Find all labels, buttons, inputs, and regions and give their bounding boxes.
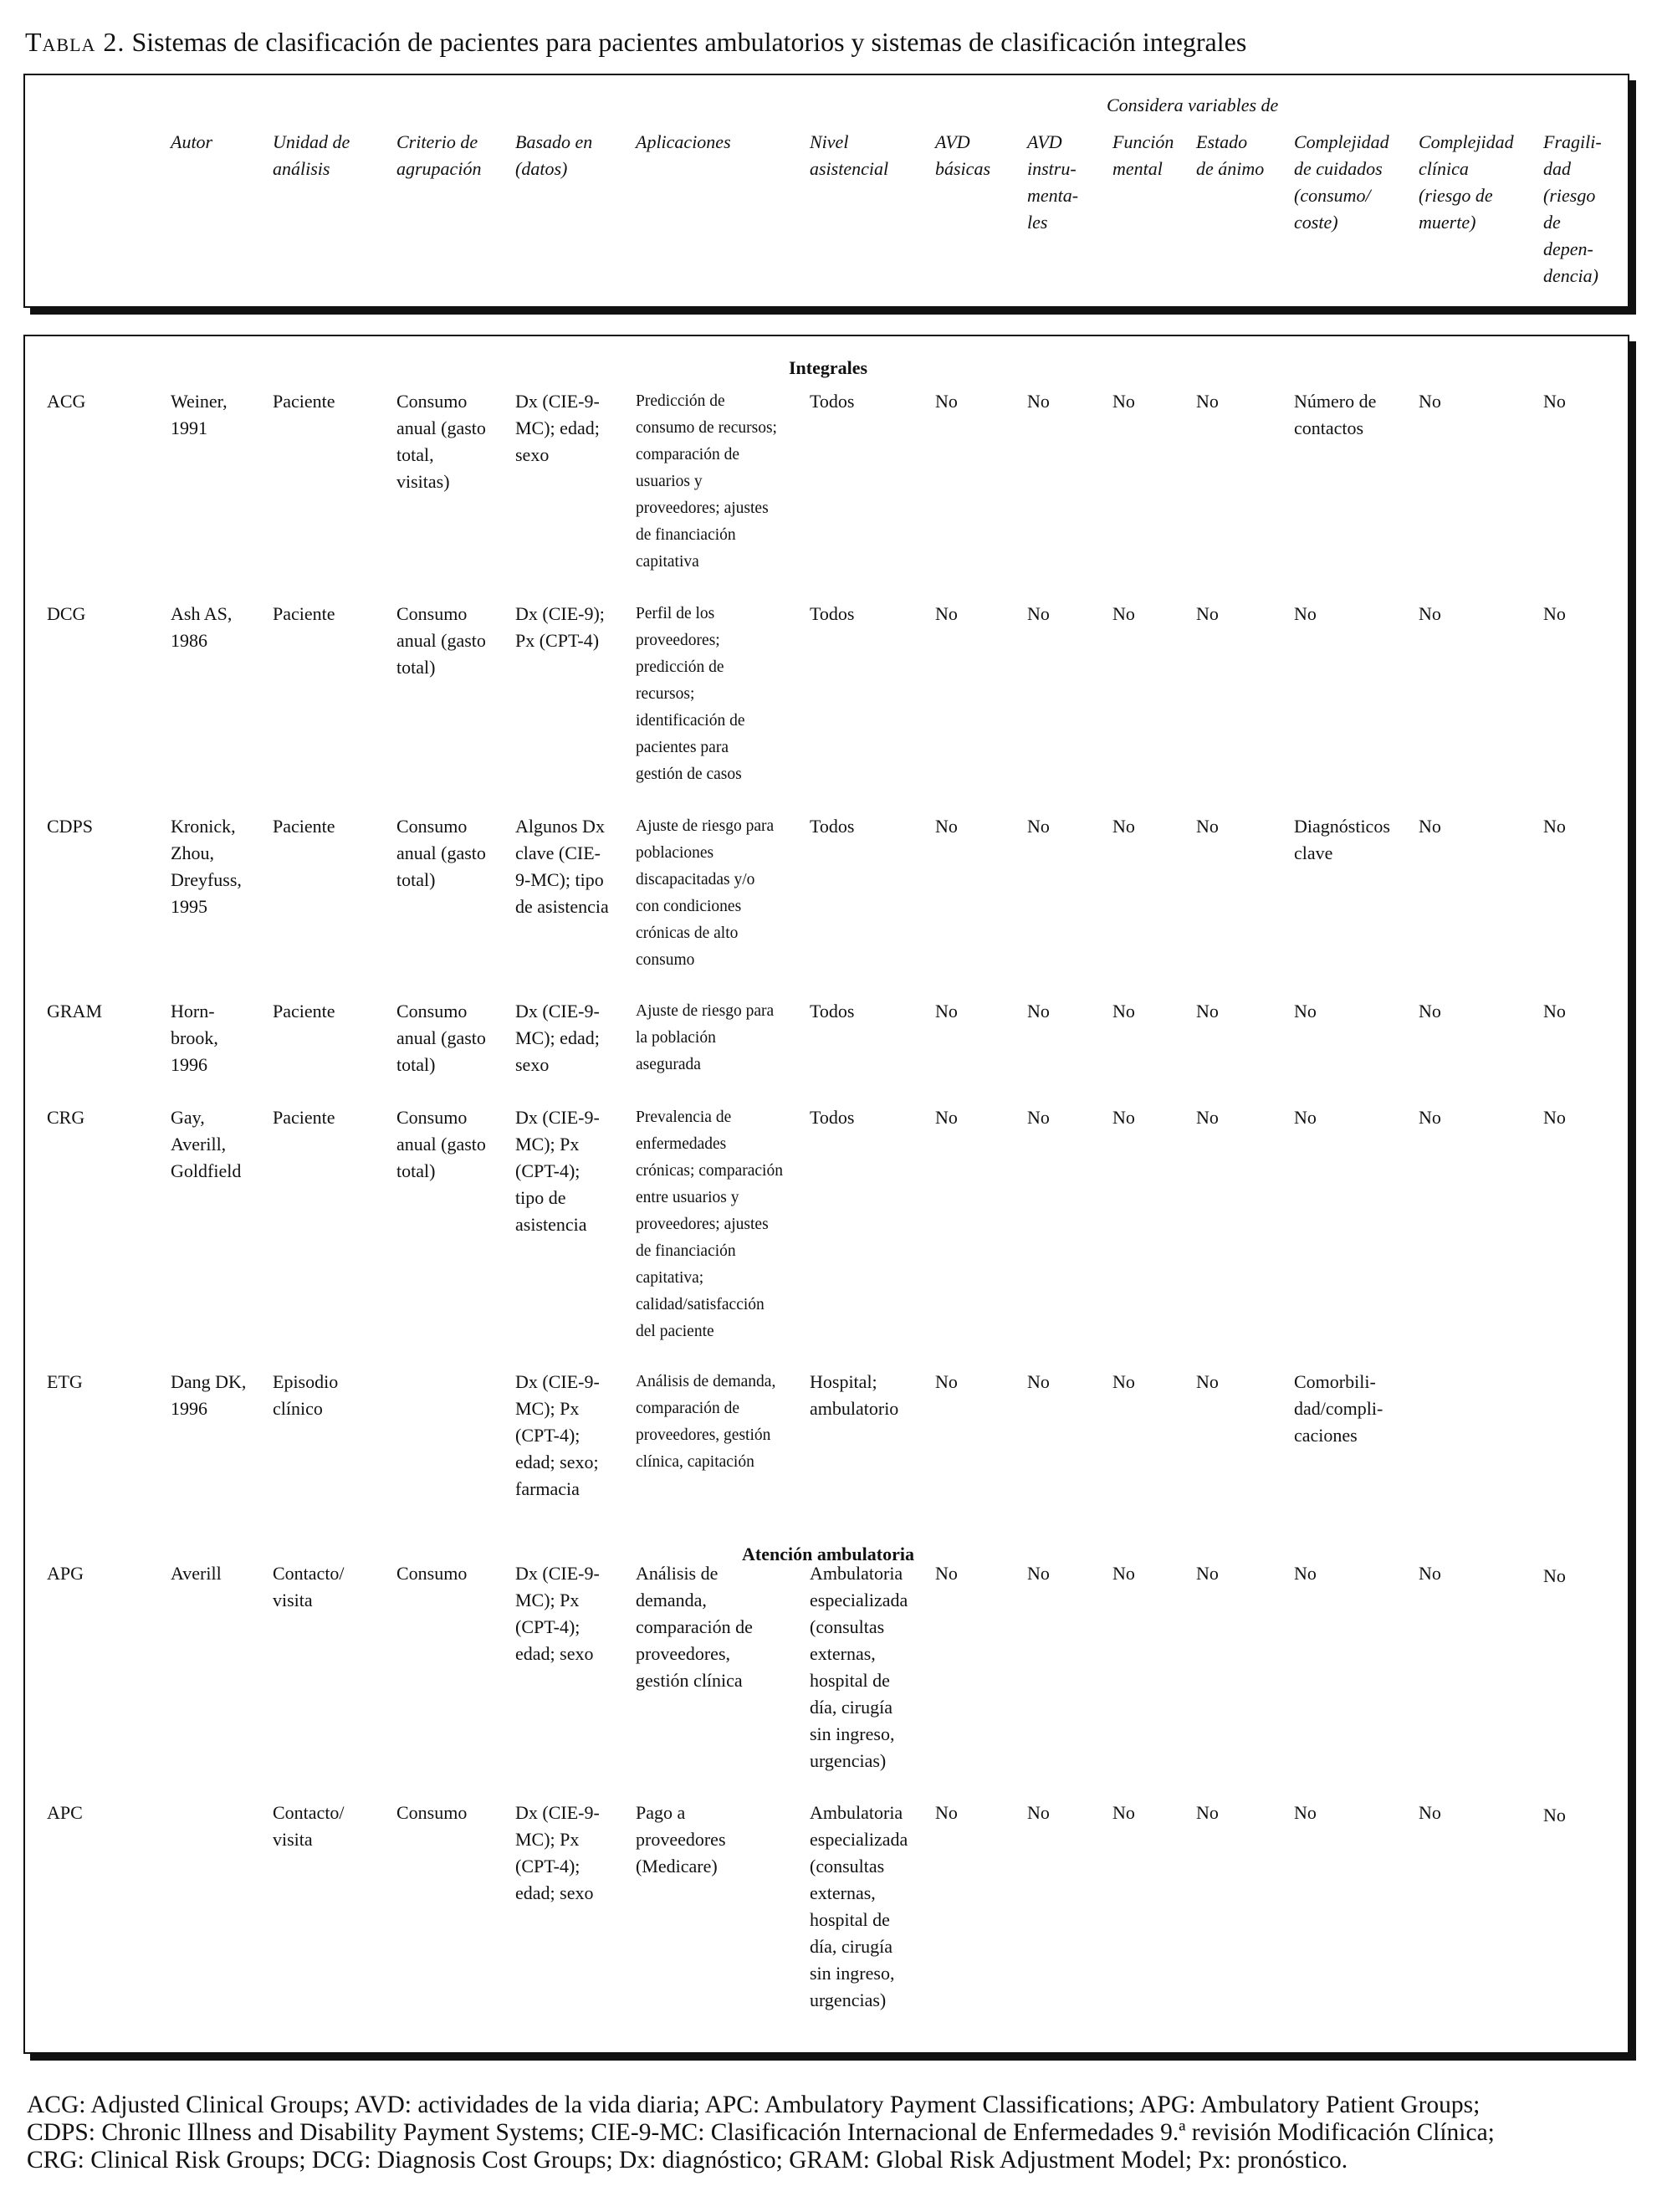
cell-basado: Px (CPT-4) — [515, 630, 600, 651]
cell-aplic: proveedores; ajustes — [636, 499, 769, 517]
cell-basado: MC); Px — [515, 1398, 580, 1419]
cell-func: No — [1112, 391, 1135, 412]
cell-aplic: capitativa — [636, 553, 699, 571]
cell-autor: Weiner, — [171, 391, 228, 412]
cell-estado: No — [1196, 1001, 1219, 1022]
cell-basado: Algunos Dx — [515, 816, 605, 837]
cell-autor: 1996 — [171, 1054, 207, 1075]
cell-ccuid: clave — [1294, 842, 1333, 863]
cell-cclin: No — [1419, 816, 1441, 837]
cell-basado: MC); Px — [515, 1134, 580, 1155]
cell-nivel: especializada — [810, 1590, 908, 1610]
cell-criterio: Consumo — [396, 603, 468, 624]
cell-criterio: Consumo — [396, 1001, 468, 1022]
header-avd-basicas: básicas — [935, 158, 990, 179]
cell-unidad: visita — [273, 1590, 313, 1610]
cell-aplic: proveedores, — [636, 1643, 731, 1664]
cell-aplic: usuarios y — [636, 473, 703, 490]
cell-avdi: No — [1027, 1001, 1050, 1022]
cell-aplic: crónicas de alto — [636, 924, 739, 942]
cell-basado: Dx (CIE-9- — [515, 1107, 600, 1128]
header-unidad: análisis — [273, 158, 330, 179]
cell-aplic: enfermedades — [636, 1135, 727, 1153]
cell-avdb: No — [935, 603, 958, 624]
cell-basado: sexo — [515, 444, 550, 465]
cell-basado: MC); edad; — [515, 417, 600, 438]
section-integrales: Integrales — [788, 357, 868, 378]
cell-criterio: anual (gasto — [396, 630, 486, 651]
cell-criterio: Consumo — [396, 816, 468, 837]
cell-aplic: Análisis de demanda, — [636, 1373, 776, 1390]
cell-criterio: total) — [396, 869, 436, 890]
cell-basado: 9-MC); tipo — [515, 869, 604, 890]
header-estado: Estado — [1196, 131, 1248, 152]
cell-criterio: visitas) — [396, 471, 450, 492]
cell-criterio: anual (gasto — [396, 842, 486, 863]
header-nivel: asistencial — [810, 158, 889, 179]
cell-unidad: clínico — [273, 1398, 323, 1419]
cell-cclin: No — [1419, 603, 1441, 624]
cell-sigla: DCG — [47, 603, 86, 624]
cell-nivel: sin ingreso, — [810, 1723, 895, 1744]
cell-aplic: identificación de — [636, 712, 745, 730]
header-fragilidad: depen- — [1543, 238, 1593, 259]
cell-aplic: demanda, — [636, 1590, 707, 1610]
cell-aplic: con condiciones — [636, 898, 742, 915]
cell-func: No — [1112, 816, 1135, 837]
cell-unidad: Paciente — [273, 391, 335, 412]
header-complejidad-clinica: Complejidad — [1419, 131, 1514, 152]
cell-sigla: APC — [47, 1802, 83, 1823]
cell-sigla: GRAM — [47, 1001, 103, 1022]
cell-avdi: No — [1027, 391, 1050, 412]
cell-nivel: día, cirugía — [810, 1936, 892, 1957]
cell-aplic: pacientes para — [636, 739, 729, 756]
cell-criterio: anual (gasto — [396, 1027, 486, 1048]
cell-nivel: externas, — [810, 1643, 876, 1664]
cell-aplic: crónicas; comparación — [636, 1162, 783, 1180]
table-body — [23, 335, 1629, 2054]
cell-basado: Dx (CIE-9- — [515, 1371, 600, 1392]
cell-func: No — [1112, 1802, 1135, 1823]
cell-aplic: asegurada — [636, 1056, 701, 1073]
cell-nivel: Ambulatoria — [810, 1802, 903, 1823]
cell-aplic: consumo de recursos; — [636, 419, 777, 437]
cell-nivel: Todos — [810, 816, 855, 837]
table-caption: Sistemas de clasificación de pacientes para pacientes ambulatorios y sistemas de clasificación integrales — [131, 27, 1247, 57]
cell-cclin: No — [1419, 1802, 1441, 1823]
cell-aplic: comparación de — [636, 1616, 753, 1637]
cell-avdi: No — [1027, 1802, 1050, 1823]
cell-nivel: especializada — [810, 1829, 908, 1850]
cell-autor: Dang DK, — [171, 1371, 247, 1392]
cell-nivel: urgencias) — [810, 1750, 887, 1771]
cell-criterio: total) — [396, 1160, 436, 1181]
cell-unidad: Paciente — [273, 603, 335, 624]
cell-cclin: No — [1419, 1563, 1441, 1584]
cell-unidad: Episodio — [273, 1371, 339, 1392]
header-complejidad-cuidados: de cuidados — [1294, 158, 1383, 179]
cell-func: No — [1112, 1371, 1135, 1392]
cell-estado: No — [1196, 1371, 1219, 1392]
cell-aplic: clínica, capitación — [636, 1453, 754, 1471]
cell-nivel: Todos — [810, 603, 855, 624]
cell-sigla: ETG — [47, 1371, 83, 1392]
cell-aplic: recursos; — [636, 685, 695, 703]
cell-sigla: APG — [47, 1563, 84, 1584]
cell-aplic: poblaciones — [636, 844, 714, 862]
cell-criterio: total, — [396, 444, 434, 465]
header-fragilidad: de — [1543, 212, 1561, 233]
header-funcion: Función — [1112, 131, 1174, 152]
cell-nivel: urgencias) — [810, 1989, 887, 2010]
cell-estado: No — [1196, 1802, 1219, 1823]
cell-ccuid: Comorbili- — [1294, 1371, 1376, 1392]
header-complejidad-clinica: clínica — [1419, 158, 1469, 179]
cell-autor: Averill, — [171, 1134, 227, 1155]
cell-aplic: calidad/satisfacción — [636, 1296, 765, 1313]
cell-aplic: (Medicare) — [636, 1856, 718, 1877]
cell-basado: Dx (CIE-9- — [515, 1802, 600, 1823]
cell-nivel: Todos — [810, 1107, 855, 1128]
section-atencion-ambulatoria: Atención ambulatoria — [742, 1544, 914, 1564]
cell-aplic: Prevalencia de — [636, 1109, 732, 1126]
cell-ccuid: caciones — [1294, 1425, 1358, 1446]
cell-nivel: hospital de — [810, 1909, 890, 1930]
cell-autor: Goldfield — [171, 1160, 242, 1181]
cell-basado: tipo de — [515, 1187, 566, 1208]
cell-avdb: No — [935, 1802, 958, 1823]
header-fragilidad: (riesgo — [1543, 185, 1596, 206]
cell-criterio: Consumo — [396, 391, 468, 412]
cell-aplic: de financiación — [636, 1242, 736, 1260]
cell-aplic: capitativa; — [636, 1269, 704, 1287]
cell-basado: sexo — [515, 1054, 550, 1075]
header-nivel: Nivel — [810, 131, 849, 152]
header-fragilidad: dad — [1543, 158, 1571, 179]
cell-cclin: No — [1419, 391, 1441, 412]
cell-frag: No — [1543, 603, 1566, 624]
cell-basado: asistencia — [515, 1214, 587, 1235]
cell-basado: clave (CIE- — [515, 842, 601, 863]
cell-aplic: Perfil de los — [636, 605, 715, 622]
cell-aplic: la población — [636, 1029, 716, 1047]
cell-frag: No — [1543, 391, 1566, 412]
cell-autor: 1991 — [171, 417, 207, 438]
cell-criterio: anual (gasto — [396, 1134, 486, 1155]
cell-autor: Averill — [171, 1563, 222, 1584]
header-basado: (datos) — [515, 158, 568, 179]
cell-avdi: No — [1027, 1563, 1050, 1584]
cell-aplic: predicción de — [636, 658, 724, 676]
cell-frag: No — [1543, 1001, 1566, 1022]
cell-ccuid: contactos — [1294, 417, 1364, 438]
header-complejidad-cuidados: (consumo/ — [1294, 185, 1371, 206]
cell-basado: edad; sexo; — [515, 1452, 599, 1472]
cell-frag: No — [1543, 1107, 1566, 1128]
cell-avdi: No — [1027, 816, 1050, 837]
cell-unidad: Paciente — [273, 1001, 335, 1022]
cell-nivel: externas, — [810, 1882, 876, 1903]
cell-aplic: Análisis de — [636, 1563, 719, 1584]
header-avd-instr: instru- — [1027, 158, 1077, 179]
cell-aplic: entre usuarios y — [636, 1189, 739, 1206]
cell-basado: MC); edad; — [515, 1027, 600, 1048]
cell-estado: No — [1196, 1107, 1219, 1128]
header-avd-basicas: AVD — [935, 131, 970, 152]
header-unidad: Unidad de — [273, 131, 350, 152]
cell-aplic: Predicción de — [636, 392, 725, 410]
cell-aplic: proveedores, gestión — [636, 1426, 771, 1444]
table-header — [23, 74, 1629, 308]
cell-avdi: No — [1027, 603, 1050, 624]
cell-ccuid: No — [1294, 603, 1317, 624]
cell-estado: No — [1196, 603, 1219, 624]
cell-aplic: comparación de — [636, 1400, 739, 1417]
cell-basado: MC); Px — [515, 1829, 580, 1850]
cell-frag: No — [1543, 816, 1566, 837]
header-fragilidad: dencia) — [1543, 265, 1598, 286]
cell-cclin: No — [1419, 1001, 1441, 1022]
cell-nivel: sin ingreso, — [810, 1963, 895, 1984]
header-criterio: agrupación — [396, 158, 482, 179]
cell-func: No — [1112, 1563, 1135, 1584]
cell-cclin: No — [1419, 1107, 1441, 1128]
cell-avdb: No — [935, 1001, 958, 1022]
cell-basado: (CPT-4); — [515, 1425, 580, 1446]
cell-autor: 1995 — [171, 896, 207, 917]
cell-autor: brook, — [171, 1027, 218, 1048]
header-avd-instr: menta- — [1027, 185, 1079, 206]
cell-basado: (CPT-4); — [515, 1160, 580, 1181]
cell-ccuid: No — [1294, 1107, 1317, 1128]
table-label: Tabla 2. — [25, 27, 125, 57]
cell-unidad: Contacto/ — [273, 1802, 345, 1823]
cell-autor: 1996 — [171, 1398, 207, 1419]
cell-unidad: visita — [273, 1829, 313, 1850]
cell-basado: Dx (CIE-9); — [515, 603, 605, 624]
header-complejidad-clinica: (riesgo de — [1419, 185, 1493, 206]
header-avd-instr: les — [1027, 212, 1048, 233]
cell-func: No — [1112, 1107, 1135, 1128]
cell-ccuid: Número de — [1294, 391, 1377, 412]
header-complejidad-cuidados: coste) — [1294, 212, 1338, 233]
cell-basado: edad; sexo — [515, 1882, 594, 1903]
cell-nivel: día, cirugía — [810, 1697, 892, 1718]
cell-autor: Ash AS, — [171, 603, 233, 624]
cell-basado: (CPT-4); — [515, 1616, 580, 1637]
cell-nivel: Todos — [810, 1001, 855, 1022]
cell-autor: Dreyfuss, — [171, 869, 242, 890]
cell-estado: No — [1196, 816, 1219, 837]
cell-avdb: No — [935, 1371, 958, 1392]
header-basado: Basado en — [515, 131, 593, 152]
cell-nivel: hospital de — [810, 1670, 890, 1691]
cell-nivel: (consultas — [810, 1856, 885, 1877]
header-aplicaciones: Aplicaciones — [636, 131, 731, 152]
cell-sigla: ACG — [47, 391, 86, 412]
cell-sigla: CDPS — [47, 816, 94, 837]
cell-frag: No — [1543, 1565, 1566, 1586]
cell-func: No — [1112, 603, 1135, 624]
cell-autor: 1986 — [171, 630, 207, 651]
cell-basado: farmacia — [515, 1478, 580, 1499]
cell-autor: Gay, — [171, 1107, 205, 1128]
cell-ccuid: No — [1294, 1001, 1317, 1022]
cell-autor: Horn- — [171, 1001, 215, 1022]
cell-avdb: No — [935, 816, 958, 837]
cell-aplic: gestión de casos — [636, 765, 742, 783]
cell-aplic: Ajuste de riesgo para — [636, 817, 775, 835]
cell-ccuid: dad/compli- — [1294, 1398, 1383, 1419]
cell-nivel: Hospital; — [810, 1371, 877, 1392]
cell-basado: (CPT-4); — [515, 1856, 580, 1877]
header-estado: de ánimo — [1196, 158, 1265, 179]
cell-autor: Kronick, — [171, 816, 236, 837]
header-complejidad-cuidados: Complejidad — [1294, 131, 1389, 152]
cell-aplic: Ajuste de riesgo para — [636, 1002, 775, 1020]
cell-criterio: total) — [396, 657, 436, 678]
cell-nivel: Todos — [810, 391, 855, 412]
cell-avdb: No — [935, 1563, 958, 1584]
cell-aplic: Pago a — [636, 1802, 686, 1823]
cell-basado: MC); Px — [515, 1590, 580, 1610]
cell-avdi: No — [1027, 1107, 1050, 1128]
cell-ccuid: No — [1294, 1563, 1317, 1584]
cell-unidad: Paciente — [273, 1107, 335, 1128]
cell-criterio: Consumo — [396, 1802, 468, 1823]
header-complejidad-clinica: muerte) — [1419, 212, 1476, 233]
cell-avdb: No — [935, 1107, 958, 1128]
header-avd-instr: AVD — [1027, 131, 1062, 152]
cell-sigla: CRG — [47, 1107, 85, 1128]
header-criterio: Criterio de — [396, 131, 478, 152]
cell-estado: No — [1196, 1563, 1219, 1584]
header-fragilidad: Fragili- — [1543, 131, 1602, 152]
cell-aplic: proveedores — [636, 1829, 726, 1850]
cell-estado: No — [1196, 391, 1219, 412]
cell-aplic: del paciente — [636, 1323, 714, 1340]
cell-criterio: Consumo — [396, 1563, 468, 1584]
cell-criterio: Consumo — [396, 1107, 468, 1128]
cell-avdb: No — [935, 391, 958, 412]
header-funcion: mental — [1112, 158, 1163, 179]
cell-aplic: proveedores; — [636, 632, 720, 649]
cell-aplic: gestión clínica — [636, 1670, 743, 1691]
cell-basado: de asistencia — [515, 896, 609, 917]
header-autor: Autor — [171, 131, 213, 152]
cell-unidad: Contacto/ — [273, 1563, 345, 1584]
cell-criterio: anual (gasto — [396, 417, 486, 438]
cell-ccuid: Diagnósticos — [1294, 816, 1390, 837]
cell-aplic: proveedores; ajustes — [636, 1216, 769, 1233]
cell-basado: Dx (CIE-9- — [515, 1001, 600, 1022]
cell-basado: Dx (CIE-9- — [515, 391, 600, 412]
cell-nivel: Ambulatoria — [810, 1563, 903, 1584]
footnote-line: ACG: Adjusted Clinical Groups; AVD: actividades de la vida diaria; APC: Ambulatory Payment Classifications; APG: Ambulatory Patient Groups; — [27, 2092, 1481, 2118]
cell-nivel: ambulatorio — [810, 1398, 899, 1419]
cell-frag: No — [1543, 1805, 1566, 1825]
cell-unidad: Paciente — [273, 816, 335, 837]
cell-basado: Dx (CIE-9- — [515, 1563, 600, 1584]
cell-nivel: (consultas — [810, 1616, 885, 1637]
cell-avdi: No — [1027, 1371, 1050, 1392]
table-title — [25, 27, 1246, 58]
cell-aplic: comparación de — [636, 446, 739, 463]
cell-autor: Zhou, — [171, 842, 214, 863]
footnote-line: CRG: Clinical Risk Groups; DCG: Diagnosis Cost Groups; Dx: diagnóstico; GRAM: Global Risk Adjustment Model; Px: pronóstico. — [27, 2147, 1348, 2174]
cell-ccuid: No — [1294, 1802, 1317, 1823]
cell-func: No — [1112, 1001, 1135, 1022]
footnote — [27, 2092, 1633, 2174]
cell-aplic: discapacitadas y/o — [636, 871, 755, 888]
cell-aplic: consumo — [636, 951, 695, 969]
footnote-line: CDPS: Chronic Illness and Disability Payment Systems; CIE-9-MC: Clasificación Internacional de Enfermedades 9.ª revisión Modificación Clínica; — [27, 2119, 1495, 2146]
cell-aplic: de financiación — [636, 526, 736, 544]
cell-criterio: total) — [396, 1054, 436, 1075]
cell-basado: edad; sexo — [515, 1643, 594, 1664]
header-group-label: Considera variables de — [1107, 95, 1279, 115]
